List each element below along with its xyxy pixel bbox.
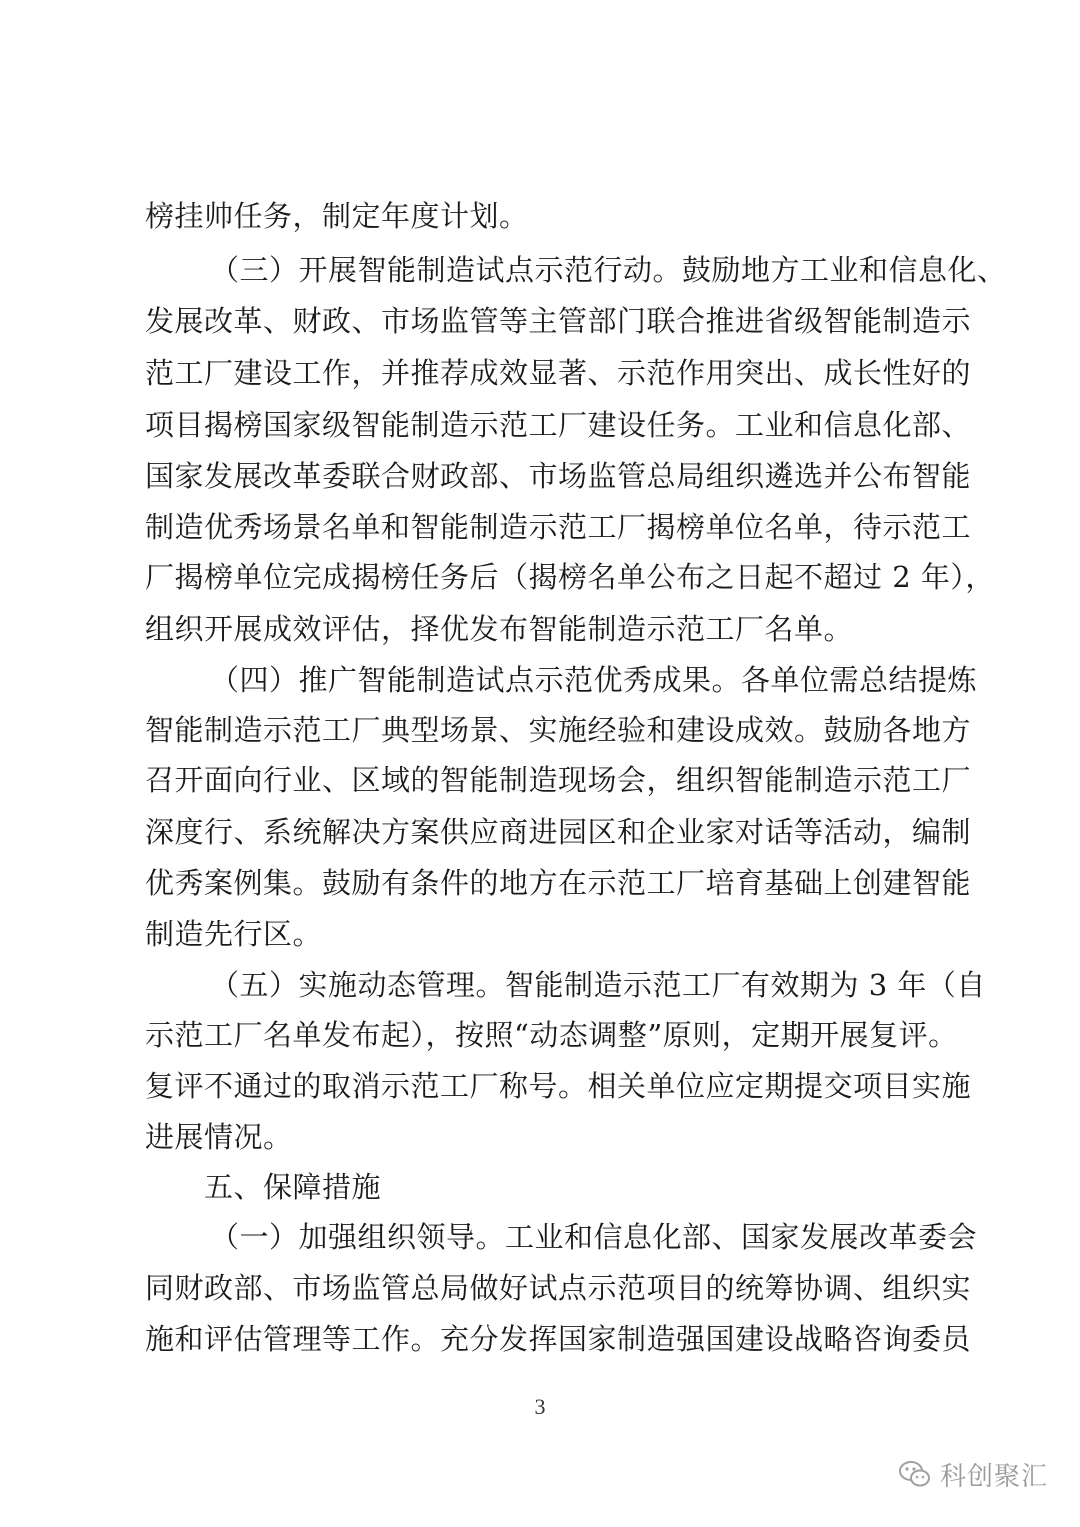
watermark-text: 科创聚汇 (940, 1461, 1049, 1492)
text-line: 国家发展改革委联合财政部、市场监管总局组织遴选并公布智能 (145, 459, 972, 493)
text-line: 组织开展成效评估，择优发布智能制造示范工厂名单。 (145, 612, 854, 646)
text-line: 制造先行区。 (145, 917, 323, 951)
text-line: 厂揭榜单位完成揭榜任务后（揭榜名单公布之日起不超过 2 年）， (145, 560, 995, 594)
text-line: 示范工厂名单发布起），按照“动态调整”原则，定期开展复评。 (145, 1018, 958, 1052)
text-line: 同财政部、市场监管总局做好试点示范项目的统筹协调、组织实 (145, 1271, 972, 1305)
text-line: 进展情况。 (145, 1120, 293, 1154)
text-line: 发展改革、财政、市场监管等主管部门联合推进省级智能制造示 (145, 304, 972, 338)
text-line: 深度行、系统解决方案供应商进园区和企业家对话等活动，编制 (145, 815, 972, 849)
text-line: （五）实施动态管理。智能制造示范工厂有效期为 3 年（自 (210, 968, 986, 1002)
watermark (898, 1452, 1048, 1496)
text-line: 召开面向行业、区域的智能制造现场会，组织智能制造示范工厂 (145, 763, 972, 797)
page-number: 3 (534, 1394, 546, 1419)
text-line: （一）加强组织领导。工业和信息化部、国家发展改革委会 (210, 1220, 978, 1254)
text-line: （四）推广智能制造试点示范优秀成果。各单位需总结提炼 (210, 663, 978, 697)
wechat-icon (898, 1459, 932, 1489)
text-line: 施和评估管理等工作。充分发挥国家制造强国建设战略咨询委员 (145, 1322, 972, 1356)
text-line: （三）开展智能制造试点示范行动。鼓励地方工业和信息化、 (210, 253, 1007, 287)
text-line: 制造优秀场景名单和智能制造示范工厂揭榜单位名单，待示范工 (145, 510, 972, 544)
text-line: 智能制造示范工厂典型场景、实施经验和建设成效。鼓励各地方 (145, 713, 972, 747)
text-line: 榜挂帅任务，制定年度计划。 (145, 199, 529, 233)
text-line: 范工厂建设工作，并推荐成效显著、示范作用突出、成长性好的 (145, 356, 972, 390)
text-line: 复评不通过的取消示范工厂称号。相关单位应定期提交项目实施 (145, 1069, 972, 1103)
text-line: 项目揭榜国家级智能制造示范工厂建设任务。工业和信息化部、 (145, 408, 972, 442)
text-line: 优秀案例集。鼓励有条件的地方在示范工厂培育基础上创建智能 (145, 866, 972, 900)
section-heading: 五、保障措施 (204, 1170, 382, 1204)
